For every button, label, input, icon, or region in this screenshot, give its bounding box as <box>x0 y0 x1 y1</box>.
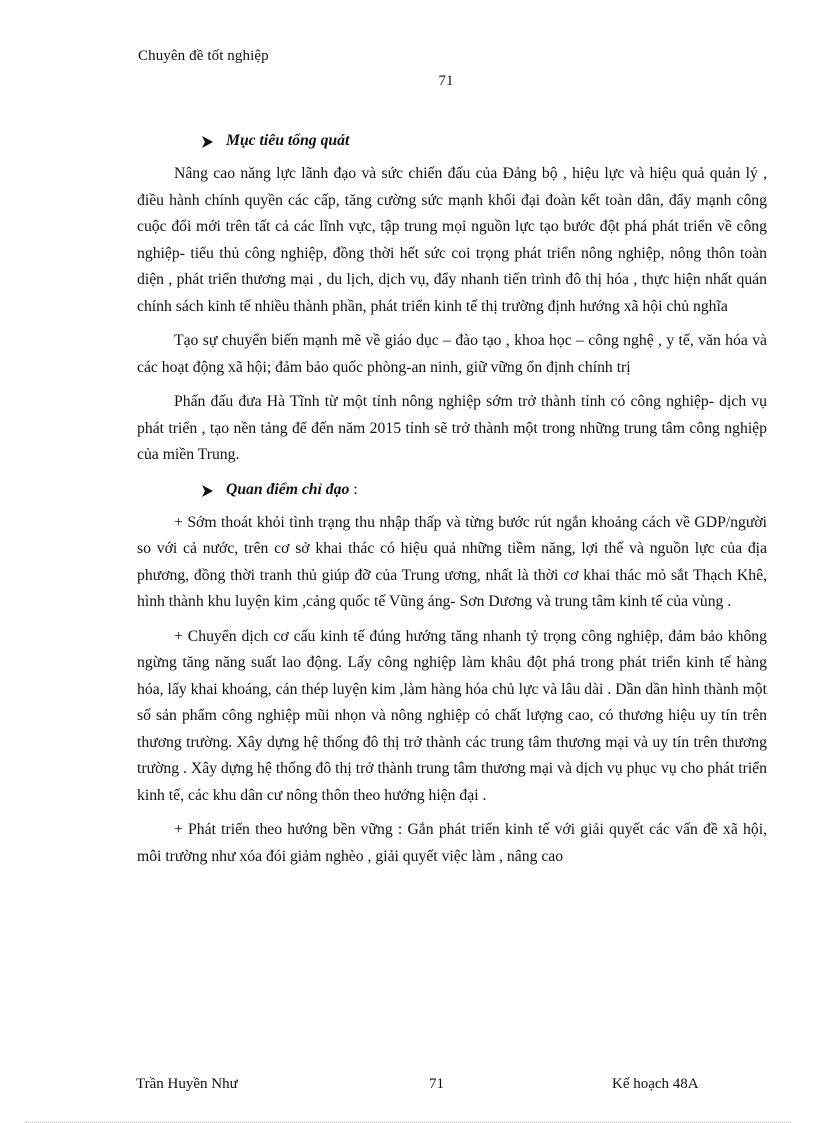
body-content <box>137 128 767 878</box>
paragraph: + Phát triển theo hướng bền vững : Gắn phát triển kinh tế với giải quyết các vấn đề xã hội, môi trường như xóa đói giảm nghèo , giải quyết việc làm , nâng cao <box>137 821 767 865</box>
heading-suffix: : <box>353 480 358 498</box>
heading-text: Quan điểm chỉ đạo <box>226 480 350 498</box>
section-heading-viewpoints <box>201 477 767 503</box>
footer-plan: Kế hoạch 48A <box>612 1076 699 1092</box>
page-number-top: 71 <box>438 73 454 89</box>
paragraph: Tạo sự chuyển biến mạnh mẽ về giáo dục – đào tạo , khoa học – công nghệ , y tế, văn hóa và các hoạt động xã hội; đảm bảo quốc phòng-an ninh, giữ vững ổn định chính trị <box>137 332 767 376</box>
footer-page-number: 71 <box>429 1076 444 1092</box>
paragraph: Phấn đấu đưa Hà Tĩnh từ một tỉnh nông nghiệp sớm trở thành tỉnh có công nghiệp- dịch vụ phát triển , tạo nền tảng để đến năm 2015 tỉnh sẽ trở thành một trong những trung tâm công nghiệp của miền Trung. <box>137 393 767 463</box>
footer-author: Trần Huyền Như <box>136 1076 238 1092</box>
arrow-bullet-icon <box>201 135 214 149</box>
running-title: Chuyên đề tốt nghiệp <box>138 48 269 64</box>
paragraph: Nâng cao năng lực lãnh đạo và sức chiến đấu của Đảng bộ , hiệu lực và hiệu quả quản lý , điều hành chính quyền các cấp, tăng cường sức mạnh khối đại đoàn kết toàn dân, đẩy mạnh công cuộc đổi mới trên tất cả các lĩnh vực, tập trung mọi nguồn lực tạo bước đột phá phát triển về công nghiệp- tiểu thủ công nghiệp, đồng thời hết sức coi trọng phát triển nông nghiệp, nông thôn toàn diện , phát triển thương mại , du lịch, dịch vụ, đẩy nhanh tiến trình đô thị hóa , thực hiện nhất quán chính sách kinh tế nhiều thành phần, phát triển kinh tế thị trường định hướng xã hội chủ nghĩa <box>137 165 767 315</box>
section-heading-goals <box>201 128 767 154</box>
paragraph: + Chuyển dịch cơ cấu kinh tế đúng hướng tăng nhanh tỷ trọng công nghiệp, đảm bảo không ngừng tăng năng suất lao động. Lấy công nghiệp làm khâu đột phá trong phát triển kinh tế hàng hóa, lấy khai khoáng, cán thép luyện kim ,làm hàng hóa chủ lực và lâu dài . Dần dần hình thành một số sản phẩm công nghiệp mũi nhọn và nông nghiệp có chất lượng cao, có thương hiệu uy tín trên thương trường. Xây dựng hệ thống đô thị trở thành các trung tâm thương mại và uy tín trên thương trường . Xây dựng hệ thống đô thị trở thành trung tâm thương mại và dịch vụ phục vụ cho phát triển kinh tế, các khu dân cư nông thôn theo hướng hiện đại . <box>137 627 767 804</box>
arrow-bullet-icon <box>201 484 214 498</box>
paragraph: + Sớm thoát khỏi tình trạng thu nhập thấp và từng bước rút ngắn khoảng cách về GDP/người so với cả nước, trên cơ sở khai thác có hiệu quả những tiềm năng, lợi thế và nguồn lực của địa phương, đồng thời tranh thủ giúp đỡ của Trung ương, nhất là thời cơ khai thác mỏ sắt Thạch Khê, hình thành khu luyện kim ,cảng quốc tế Vũng áng- Sơn Dương và trung tâm kinh tế của vùng . <box>137 513 767 610</box>
heading-text: Mục tiêu tổng quát <box>226 132 350 149</box>
